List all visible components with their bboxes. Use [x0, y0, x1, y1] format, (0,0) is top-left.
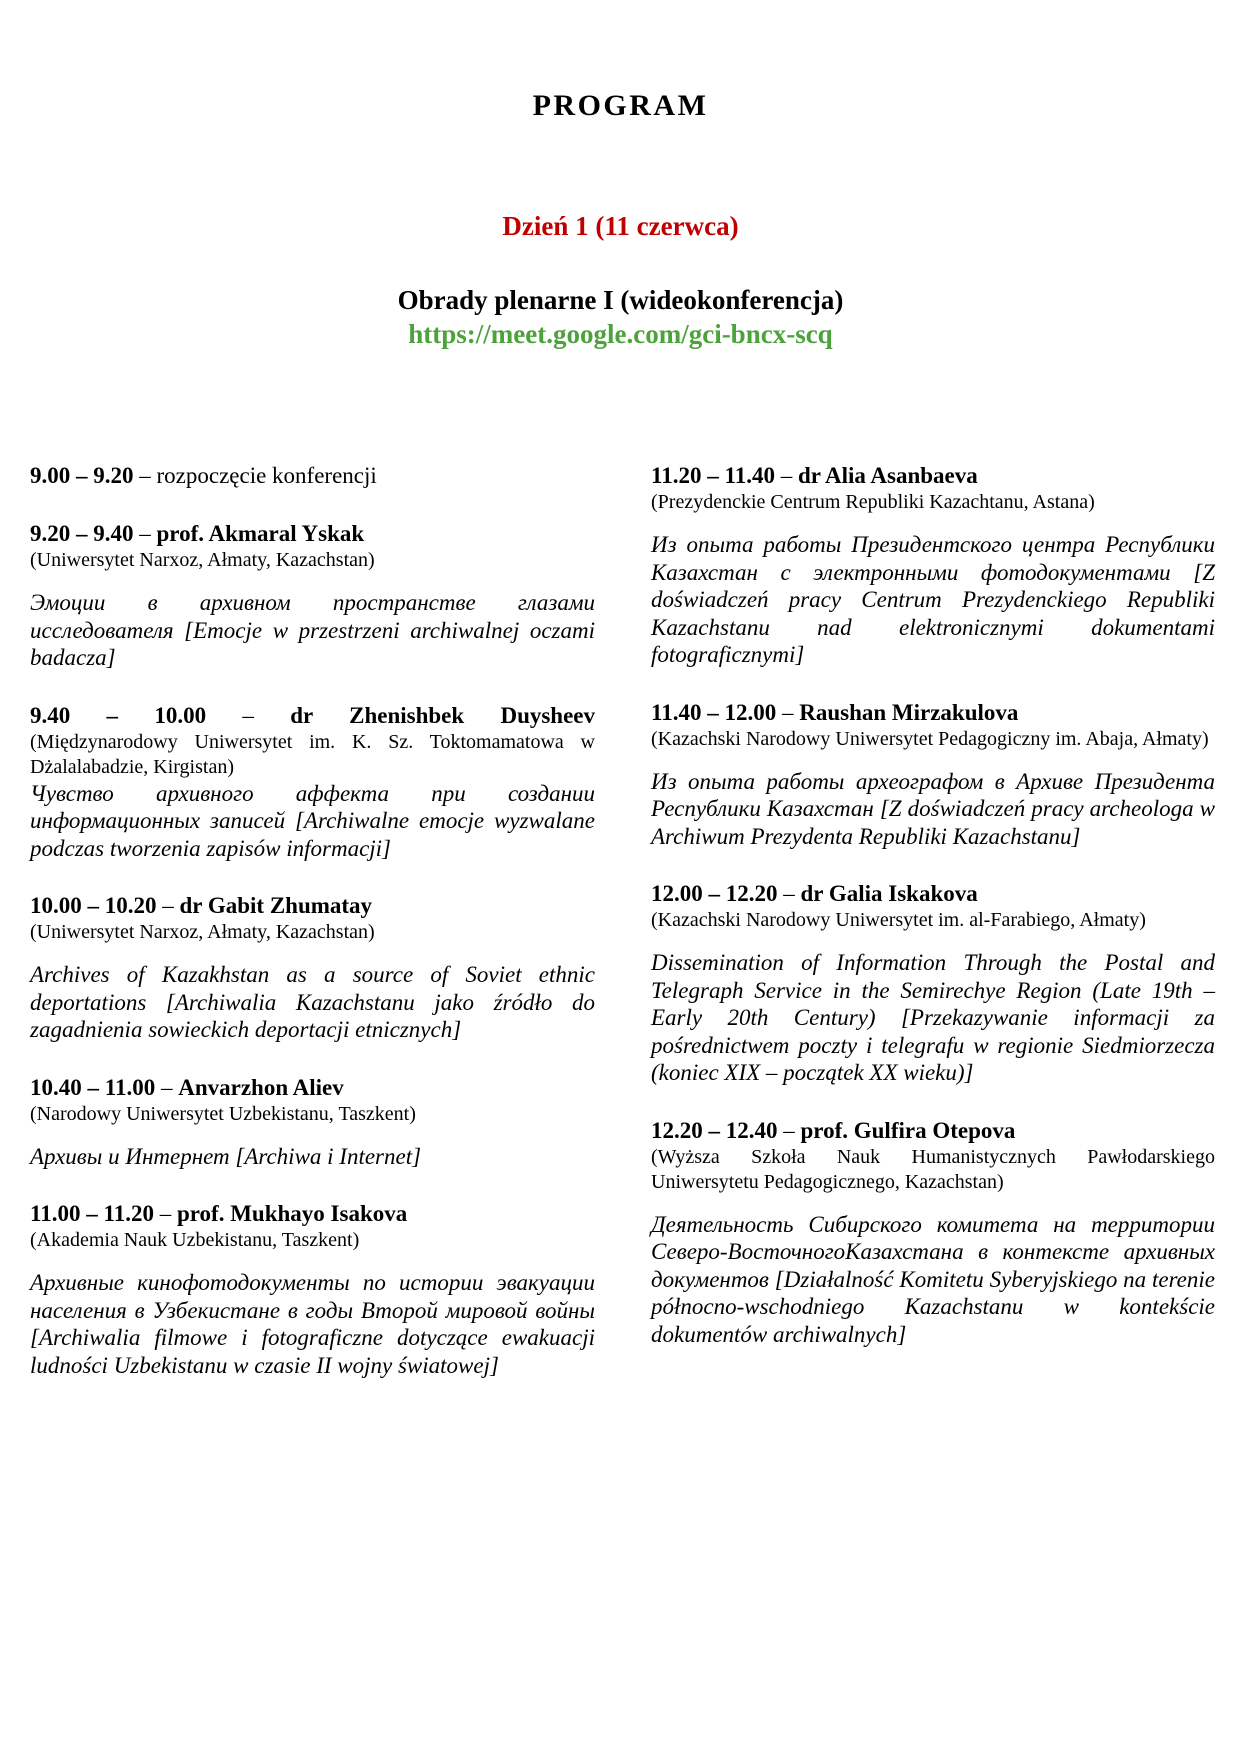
session-time: 11.00 – 11.20 — [30, 1201, 154, 1226]
speaker-affiliation: (Uniwersytet Narxoz, Ałmaty, Kazachstan) — [30, 921, 375, 943]
session-time: 11.20 – 11.40 — [651, 463, 775, 488]
session-time: 12.00 – 12.20 — [651, 881, 778, 906]
session-time: 11.40 – 12.00 — [651, 699, 777, 725]
entry-heading — [30, 892, 595, 920]
program-entry — [30, 462, 595, 490]
entry-heading — [651, 880, 1215, 908]
heading-separator: – — [153, 1201, 177, 1226]
session-time: 9.00 – 9.20 — [30, 463, 134, 488]
speaker-name: prof. Mukhayo Isakova — [176, 1201, 408, 1226]
speaker-name: dr Alia Asanbaeva — [797, 463, 978, 488]
program-column-left — [30, 462, 595, 1379]
heading-separator: – — [776, 699, 800, 725]
speaker-affiliation: (Międzynarodowy Uniwersytet im. K. Sz. Toktomamatowa w Dżalalabadzie, Kirgistan) — [30, 730, 595, 778]
heading-separator: – — [133, 521, 157, 546]
entry-heading — [651, 462, 1215, 490]
heading-separator: – — [777, 881, 801, 906]
session-time: 9.40 – 10.00 — [30, 702, 207, 728]
document-title: PROGRAM — [532, 89, 709, 122]
entry-heading — [30, 702, 595, 730]
program-entry — [30, 892, 595, 1044]
speaker-affiliation: (Uniwersytet Narxoz, Ałmaty, Kazachstan) — [30, 549, 375, 571]
speaker-name: dr Gabit Zhumatay — [179, 893, 373, 918]
speaker-name: Anvarzhon Aliev — [178, 1074, 344, 1100]
program-entry — [30, 520, 595, 672]
talk-title: Деятельность Сибирского комитета на территории Северо-ВосточногоКазахстана в контексте архивных документов [Działalność Komitetu Syberyjskiego na terenie północno-wschodniego Kazachstanu w kontekście dokumentów archiwalnych] — [651, 1211, 1215, 1347]
speaker-affiliation: (Kazachski Narodowy Uniwersytet Pedagogiczny im. Abaja, Ałmaty) — [651, 727, 1209, 750]
heading-separator: – — [156, 893, 180, 918]
program-entry — [30, 1074, 595, 1171]
talk-title: Из опыта работы археографом в Архиве Президента Республики Казахстан [Z doświadczeń pracy archeologa w Archiwum Prezydenta Republiki Kazachstanu] — [651, 768, 1215, 849]
program-entry — [651, 880, 1215, 1087]
talk-title: Archives of Kazakhstan as a source of Soviet ethnic deportations [Archiwalia Kazachstanu jako źródło do zagadnienia sowieckich deportacji etnicznych] — [30, 962, 595, 1042]
heading-separator: – — [206, 702, 291, 728]
program-entry — [651, 1117, 1215, 1349]
talk-title: Эмоции в архивном пространстве глазами исследователя [Emocje w przestrzeni archiwalnej oczami badacza] — [30, 590, 595, 670]
speaker-affiliation: (Narodowy Uniwersytet Uzbekistanu, Taszkent) — [30, 1102, 416, 1125]
program-entry — [651, 699, 1215, 851]
talk-title: Архивы и Интернет [Archiwa i Internet] — [30, 1143, 422, 1169]
speaker-affiliation: (Kazachski Narodowy Uniwersytet im. al-Farabiego, Ałmaty) — [651, 909, 1146, 931]
speaker-name: dr Galia Iskakova — [800, 881, 978, 906]
speaker-name: prof. Gulfira Otepova — [800, 1117, 1016, 1143]
heading-separator: – — [777, 1117, 801, 1143]
program-entry — [30, 702, 595, 863]
session-time: 9.20 – 9.40 — [30, 521, 134, 546]
talk-title: Из опыта работы Президентского центра Республики Казахстан с электронными фотодокументами [Z doświadczeń pracy Centrum Prezydenckiego Republiki Kazachstanu nad elektronicznymi dokumentami fotograficznymi] — [651, 532, 1215, 667]
heading-separator: – — [133, 463, 157, 488]
entry-heading — [30, 462, 595, 490]
speaker-name: prof. Akmaral Yskak — [156, 521, 365, 546]
talk-title: Dissemination of Information Through the Postal and Telegraph Service in the Semirechye Region (Late 19th – Early 20th Century) [Przekazywanie informacji za pośrednictwem poczty i telegrafu w regionie Siedmiorzecza (koniec XIX – początek XX wieku)] — [651, 950, 1215, 1085]
day-heading: Dzień 1 (11 czerwca) — [502, 211, 739, 241]
heading-separator: – — [774, 463, 798, 488]
program-entry — [30, 1200, 595, 1379]
heading-separator: – — [155, 1074, 179, 1100]
session-label: rozpoczęcie konferencji — [156, 463, 377, 488]
program-columns — [0, 462, 1241, 1379]
entry-heading — [30, 520, 595, 548]
session-heading: Obrady plenarne I (wideokonferencja) — [397, 285, 844, 315]
talk-title: Архивные кинофотодокументы по истории эвакуации населения в Узбекистане в годы Второй мировой войны [Archiwalia filmowe i fotograficzne dotyczące ewakuacji ludności Uzbekistanu w czasie II wojny światowej] — [30, 1270, 595, 1378]
talk-title: Чувство архивного аффекта при создании информационных записей [Archiwalne emocje wyzwalane podczas tworzenia zapisów informacji] — [30, 780, 595, 861]
program-column-right — [651, 462, 1215, 1379]
session-time: 10.00 – 10.20 — [30, 893, 157, 918]
speaker-affiliation: (Prezydenckie Centrum Republiki Kazachtanu, Astana) — [651, 491, 1095, 513]
program-entry — [651, 462, 1215, 669]
entry-heading — [651, 699, 1215, 727]
speaker-name: dr Zhenishbek Duysheev — [290, 702, 596, 728]
speaker-affiliation: (Wyższa Szkoła Nauk Humanistycznych Pawłodarskiego Uniwersytetu Pedagogicznego, Kazachstan) — [651, 1145, 1215, 1193]
entry-heading — [30, 1074, 595, 1102]
speaker-affiliation: (Akademia Nauk Uzbekistanu, Taszkent) — [30, 1229, 360, 1251]
session-time: 12.20 – 12.40 — [651, 1117, 778, 1143]
entry-heading — [651, 1117, 1215, 1145]
session-time: 10.40 – 11.00 — [30, 1074, 156, 1100]
entry-heading — [30, 1200, 595, 1228]
speaker-name: Raushan Mirzakulova — [799, 699, 1019, 725]
meet-link[interactable]: https://meet.google.com/gci-bncx-scq — [408, 319, 833, 349]
